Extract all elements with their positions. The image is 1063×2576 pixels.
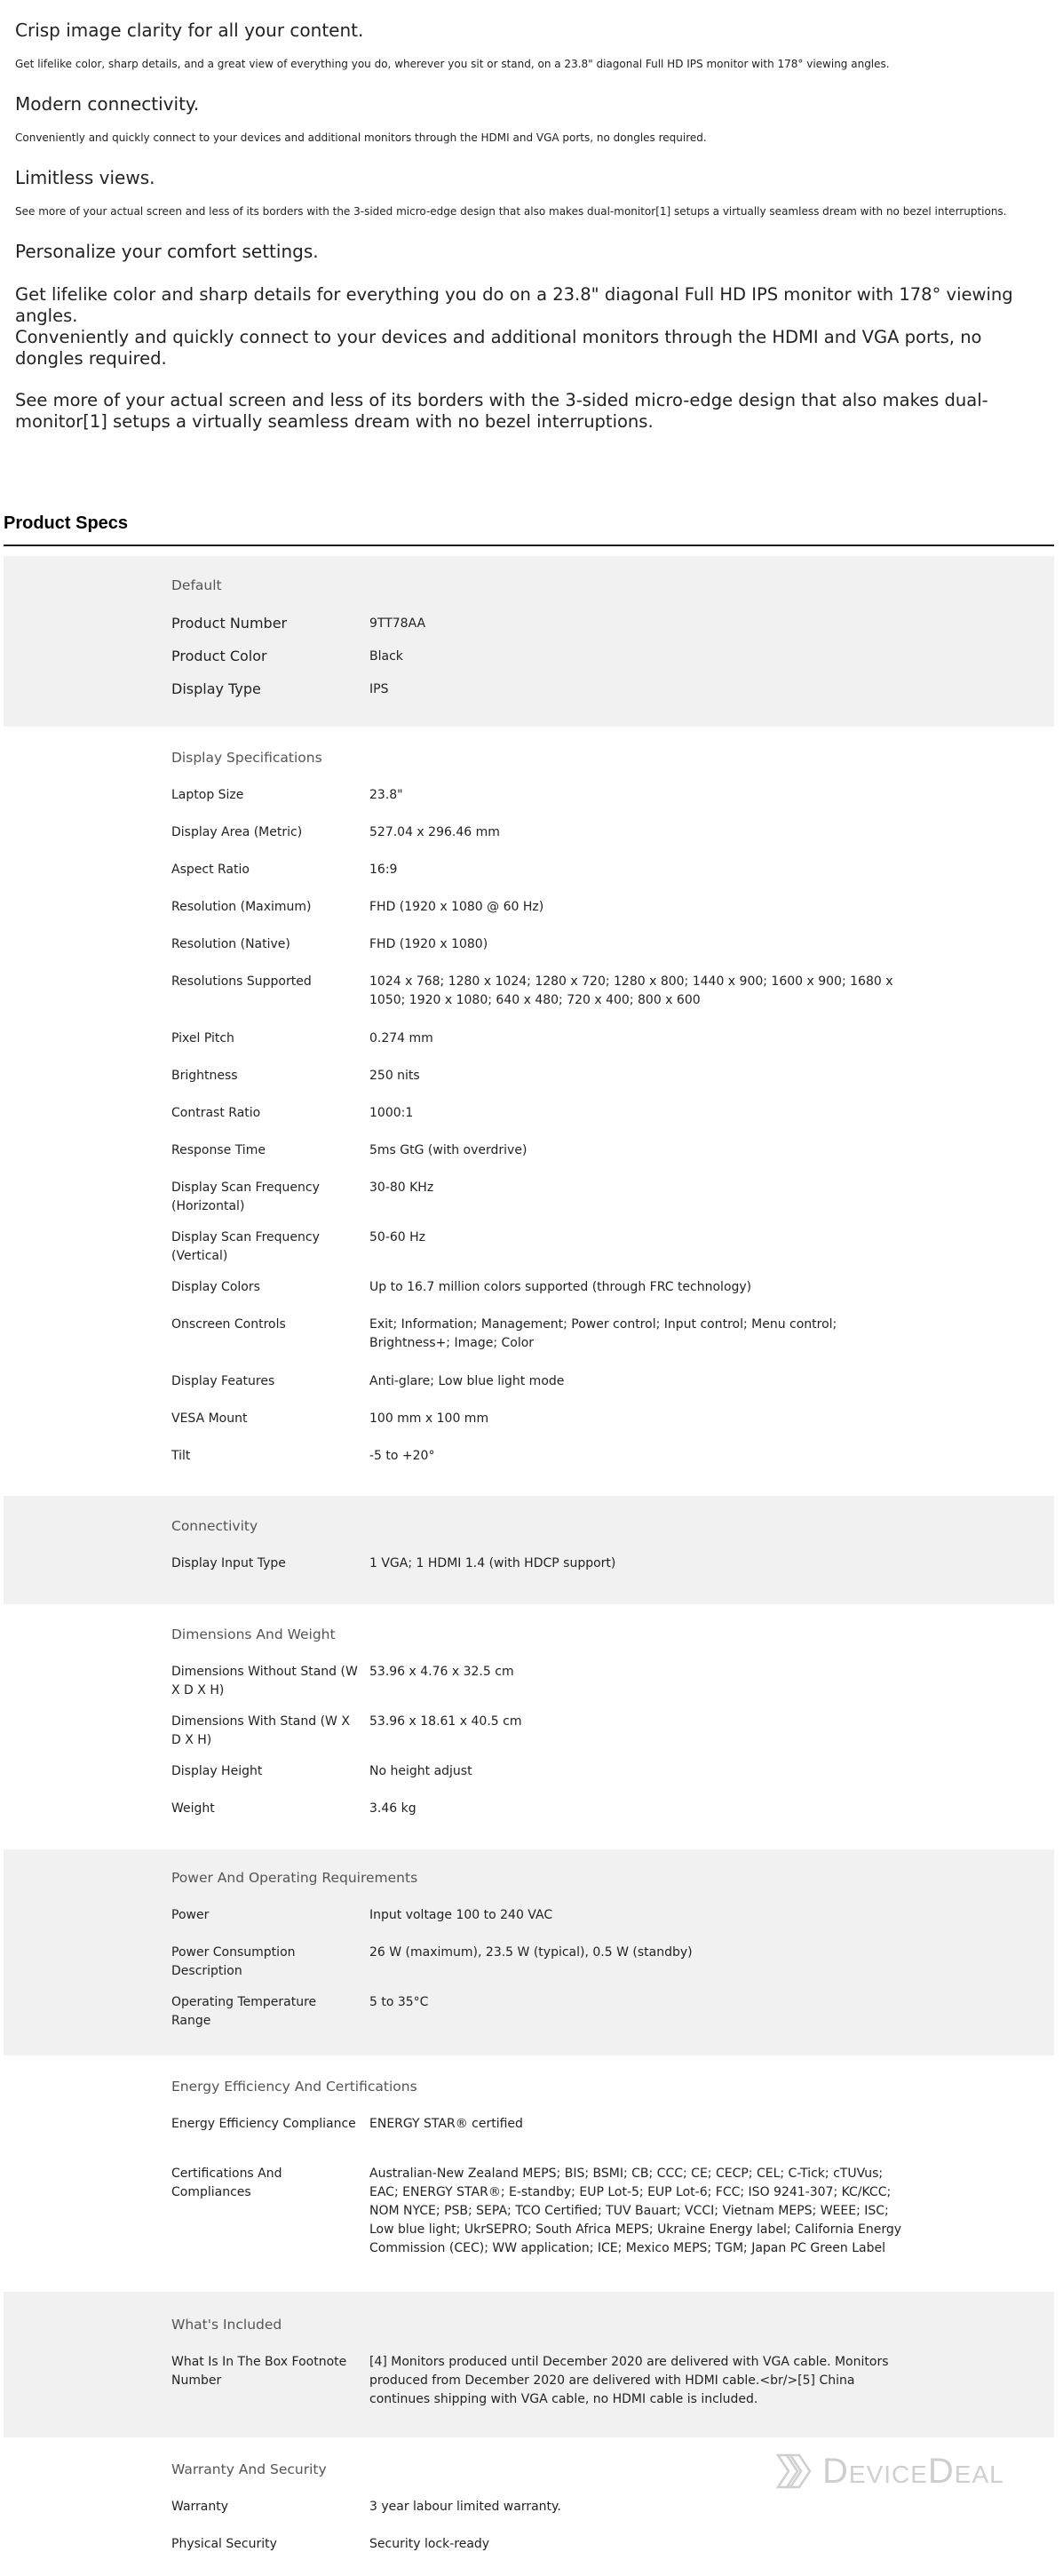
spec-value: [4] Monitors produced until December 2020 are delivered with VGA cable. Monitors produced from December 2020 are delivered with HDMI cable.<br/>[5] China continues shipping with VGA cable, no HDMI cable is included. (369, 2355, 889, 2406)
specs-title: Product Specs (4, 513, 129, 533)
spec-value: Anti-glare; Low blue light mode (369, 1374, 565, 1388)
spec-key: Dimensions With Stand (W X D X H) (171, 1714, 350, 1747)
spec-value: 26 W (maximum), 23.5 W (typical), 0.5 W (standby) (369, 1945, 693, 1960)
spec-group-title: Energy Efficiency And Certifications (171, 2079, 417, 2095)
intro-heading-4: Personalize your comfort settings. (15, 241, 319, 262)
devicedeal-watermark (774, 2450, 1004, 2493)
spec-value: 1 VGA; 1 HDMI 1.4 (with HDCP support) (369, 1556, 616, 1570)
spec-group-included (4, 2292, 1054, 2437)
spec-key: Warranty (171, 2500, 229, 2514)
spec-group-energy (4, 2055, 1054, 2292)
spec-group-power (4, 1849, 1054, 2055)
spec-value: FHD (1920 x 1080) (369, 937, 488, 951)
spec-value: 16:9 (369, 863, 398, 877)
spec-value: 1000:1 (369, 1106, 414, 1120)
spec-value: 5ms GtG (with overdrive) (369, 1143, 528, 1157)
intro-text-1: Get lifelike color, sharp details, and a great view of everything you do, wherever you sit or stand, on a 23.8" diagonal Full HD IPS monitor with 178° viewing angles. (15, 58, 890, 70)
spec-group-display (4, 727, 1054, 1496)
spec-key: Pixel Pitch (171, 1031, 234, 1046)
spec-value: Exit; Information; Management; Power control; Input control; Menu control; Brightness+; Image; Color (369, 1317, 837, 1350)
intro-paragraph-2: Conveniently and quickly connect to your devices and additional monitors through the HDMI and VGA ports, no dongles required. (15, 327, 982, 369)
spec-value: No height adjust (369, 1764, 472, 1778)
spec-group-title: Warranty And Security (171, 2461, 327, 2477)
spec-value: 3.46 kg (369, 1801, 416, 1816)
devicedeal-logo-icon (774, 2450, 817, 2493)
spec-value: 250 nits (369, 1069, 420, 1083)
spec-value: 9TT78AA (369, 616, 426, 631)
spec-key: Response Time (171, 1143, 266, 1157)
spec-value: 527.04 x 296.46 mm (369, 825, 500, 839)
spec-value: -5 to +20° (369, 1449, 435, 1463)
spec-key: Display Type (171, 680, 261, 697)
spec-value: 50-60 Hz (369, 1230, 426, 1244)
spec-key: Product Color (171, 648, 267, 664)
spec-key: Brightness (171, 1069, 238, 1083)
spec-value: 100 mm x 100 mm (369, 1411, 489, 1426)
spec-value: 5 to 35°C (369, 1995, 429, 2009)
intro-heading-3: Limitless views. (15, 167, 155, 188)
spec-key: Power Consumption Description (171, 1945, 296, 1978)
spec-key: Certifications And Compliances (171, 2167, 282, 2199)
spec-key: Energy Efficiency Compliance (171, 2117, 356, 2131)
spec-value: 0.274 mm (369, 1031, 433, 1046)
intro-heading-1: Crisp image clarity for all your content. (15, 20, 364, 41)
spec-key: Display Height (171, 1764, 263, 1778)
spec-key: Operating Temperature Range (171, 1995, 317, 2028)
spec-value: 1024 x 768; 1280 x 1024; 1280 x 720; 1280 x 800; 1440 x 900; 1600 x 900; 1680 x 1050; 1920 x 1080; 640 x 480; 720 x 400; 800 x 600 (369, 974, 893, 1007)
watermark-text: DeviceDeal (822, 2451, 1004, 2491)
spec-key: Display Features (171, 1374, 275, 1388)
spec-key: Laptop Size (171, 788, 244, 802)
spec-group-title: Display Specifications (171, 750, 322, 766)
spec-key: Onscreen Controls (171, 1317, 286, 1332)
spec-group-title: Dimensions And Weight (171, 1626, 336, 1642)
spec-value: ENERGY STAR® certified (369, 2117, 523, 2131)
spec-value: Up to 16.7 million colors supported (through FRC technology) (369, 1280, 752, 1294)
spec-key: Display Colors (171, 1280, 260, 1294)
spec-key: Power (171, 1908, 210, 1922)
spec-key: What Is In The Box Footnote Number (171, 2355, 347, 2388)
specs-divider (4, 545, 1054, 546)
spec-value: 53.96 x 18.61 x 40.5 cm (369, 1714, 522, 1729)
spec-group-title: Power And Operating Requirements (171, 1870, 418, 1886)
intro-heading-2: Modern connectivity. (15, 93, 200, 115)
spec-key: Resolution (Maximum) (171, 900, 312, 914)
spec-key: Contrast Ratio (171, 1106, 261, 1120)
intro-text-2: Conveniently and quickly connect to your devices and additional monitors through the HDMI and VGA ports, no dongles required. (15, 131, 707, 144)
spec-value: Input voltage 100 to 240 VAC (369, 1908, 553, 1922)
intro-paragraph-1: Get lifelike color and sharp details for everything you do on a 23.8" diagonal Full HD IPS monitor with 178° viewing angles. (15, 284, 1013, 326)
spec-key: Aspect Ratio (171, 863, 250, 877)
spec-key: VESA Mount (171, 1411, 248, 1426)
spec-key: Display Scan Frequency (Horizontal) (171, 1181, 320, 1213)
spec-value: 23.8" (369, 788, 403, 802)
spec-group-connectivity (4, 1496, 1054, 1604)
spec-key: Physical Security (171, 2537, 277, 2551)
spec-group-title: What's Included (171, 2317, 282, 2333)
spec-value: 53.96 x 4.76 x 32.5 cm (369, 1665, 514, 1679)
spec-key: Product Number (171, 615, 288, 632)
spec-key: Dimensions Without Stand (W X D X H) (171, 1665, 358, 1697)
spec-value: 3 year labour limited warranty. (369, 2500, 561, 2514)
spec-group-default (4, 556, 1054, 727)
spec-value: 30-80 KHz (369, 1181, 434, 1195)
intro-text-3: See more of your actual screen and less of its borders with the 3-sided micro-edge design that also makes dual-monitor[1] setups a virtually seamless dream with no bezel interruptions. (15, 205, 1007, 218)
spec-value: Australian-New Zealand MEPS; BIS; BSMI; CB; CCC; CE; CECP; CEL; C-Tick; cTUVus; EAC; ENERGY STAR®; E-standby; EUP Lot-5; EUP Lot-6; FCC; ISO 9241-307; KC/KCC; NOM NYCE; PSB; SEPA; TCO Certified; TUV Bauart; VCCI; Vietnam MEPS; WEEE; ISC; Low blue light; UkrSEPRO; South Africa MEPS; Ukraine Energy label; California Energy Commission (CEC); WW application; ICE; Mexico MEPS; TGM; Japan PC Green Label (369, 2167, 902, 2255)
spec-key: Resolutions Supported (171, 974, 312, 989)
spec-key: Weight (171, 1801, 215, 1816)
intro-paragraph-3: See more of your actual screen and less of its borders with the 3-sided micro-edge design that also makes dual-monitor[1] setups a virtually seamless dream with no bezel interruptions. (15, 390, 988, 432)
spec-key: Display Scan Frequency (Vertical) (171, 1230, 320, 1263)
spec-key: Display Area (Metric) (171, 825, 303, 839)
spec-key: Tilt (171, 1449, 191, 1463)
spec-group-title: Default (171, 577, 222, 593)
spec-key: Resolution (Native) (171, 937, 290, 951)
spec-value: Black (369, 649, 403, 664)
spec-value: IPS (369, 682, 389, 696)
spec-group-dimensions (4, 1604, 1054, 1849)
spec-key: Display Input Type (171, 1556, 286, 1570)
spec-value: FHD (1920 x 1080 @ 60 Hz) (369, 900, 544, 914)
spec-group-title: Connectivity (171, 1518, 258, 1534)
spec-value: Security lock-ready (369, 2537, 490, 2551)
